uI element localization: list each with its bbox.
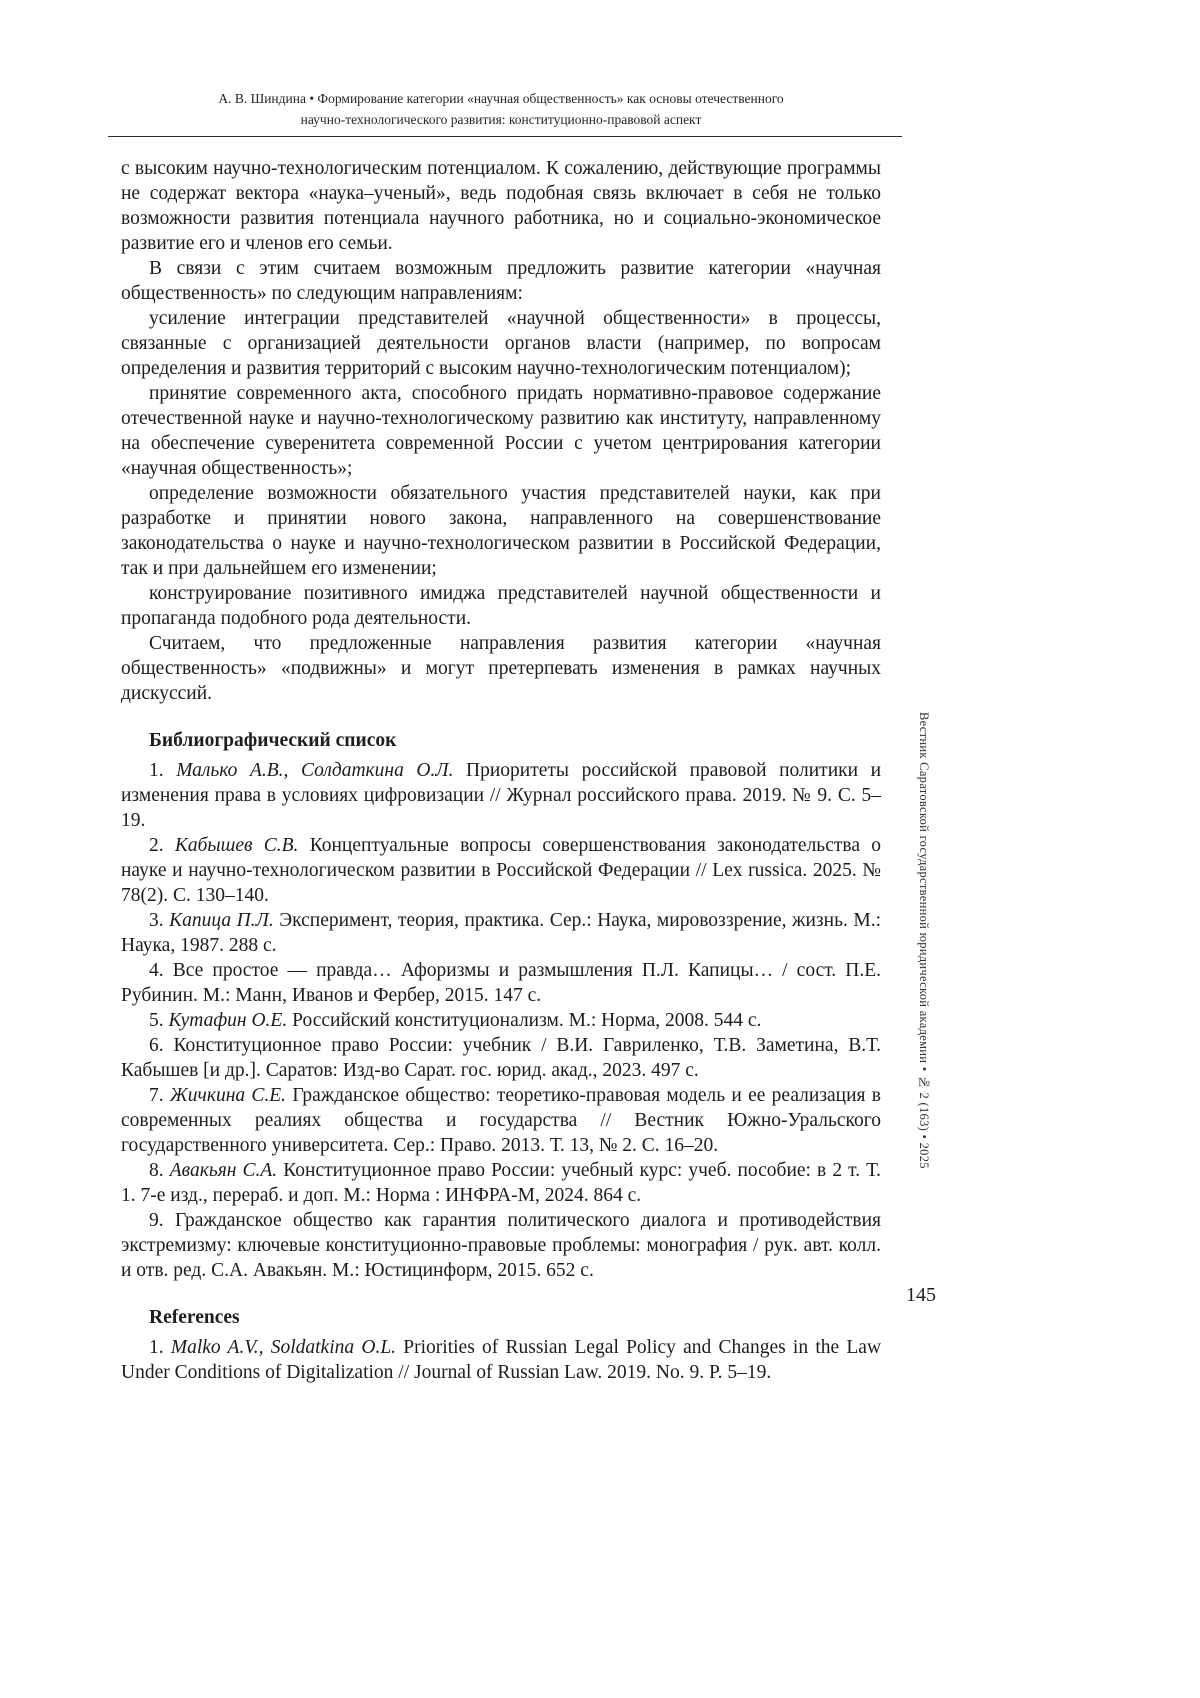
- item-author: Кабышев С.В.: [174, 835, 299, 856]
- item-text: Концептуальные вопросы совершенствования законодательства о науке и научно-технологическом развитии в Российской Федерации // Lex russica. 2025. № 78(2). С. 130–140.: [121, 835, 882, 906]
- item-number: 8.: [149, 1160, 164, 1181]
- bibliography-item: [121, 1083, 881, 1158]
- item-text: Конституционное право России: учебный курс: учеб. пособие: в 2 т. Т. 1. 7-е изд., перераб. и доп. М.: Норма : ИНФРА-М, 2024. 864 с.: [121, 1160, 881, 1206]
- page-number: 145: [906, 1284, 936, 1306]
- item-author: Авакьян С.А.: [169, 1160, 278, 1181]
- body-paragraph: В связи с этим считаем возможным предложить развитие категории «научная общественность» по следующим направлениям:: [121, 258, 881, 304]
- bibliography-item: [121, 1208, 881, 1283]
- item-number: 5.: [149, 1010, 164, 1031]
- item-text: Эксперимент, теория, практика. Сер.: Наука, мировоззрение, жизнь. М.: Наука, 1987. 288 с.: [121, 910, 882, 956]
- references-heading: References: [149, 1307, 240, 1328]
- journal-spine-note: Вестник Саратовской государственной юридической академии • № 2 (163) • 2025: [917, 712, 931, 1169]
- reference-item: [121, 1335, 881, 1385]
- bibliography-item: [121, 908, 881, 958]
- bibliography-item: [121, 1158, 881, 1208]
- item-number: 2.: [149, 835, 164, 856]
- running-head: [121, 88, 881, 130]
- bibliography-heading: Библиографический список: [149, 730, 397, 751]
- bibliography-item: [121, 833, 881, 908]
- item-text: Priorities of Russian Legal Policy and Changes in the Law Under Conditions of Digitalization // Journal of Russian Law. 2019. No. 9. P. 5–19.: [121, 1337, 882, 1383]
- item-author: Жичкина С.Е.: [169, 1085, 287, 1106]
- body-paragraph: принятие современного акта, способного придать нормативно-правовое содержание отечественной науке и научно-технологическому развитию как институту, направленному на обеспечение суверенитета современной России с учетом центрирования категории «научная общественность»;: [121, 383, 881, 479]
- item-text: Гражданское общество как гарантия политического диалога и противодействия экстремизму: ключевые конституционно-правовые проблемы: монография / рук. авт. колл. и отв. ред. С.А. Авакьян. М.: Юстицинформ, 2015. 652 с.: [121, 1210, 881, 1281]
- item-number: 1.: [149, 1337, 164, 1358]
- text-column: [121, 156, 881, 1385]
- running-head-line1: А. В. Шиндина • Формирование категории «научная общественность» как основы отечественного: [218, 91, 784, 106]
- item-text: Приоритеты российской правовой политики и изменения права в условиях цифровизации // Журнал российского права. 2019. № 9. С. 5–19.: [121, 760, 882, 831]
- item-number: 6.: [149, 1035, 164, 1056]
- body-paragraph: конструирование позитивного имиджа представителей научной общественности и пропаганда подобного рода деятельности.: [121, 583, 881, 629]
- item-text: Гражданское общество: теоретико-правовая модель и ее реализация в современных реалиях общества и государства // Вестник Южно-Уральского государственного университета. Сер.: Право. 2013. Т. 13, № 2. С. 16–20.: [121, 1085, 882, 1156]
- item-author: Malko A.V., Soldatkina O.L.: [170, 1337, 397, 1358]
- item-text: Конституционное право России: учебник / В.И. Гавриленко, Т.В. Заметина, В.Т. Кабышев [и др.]. Саратов: Изд-во Сарат. гос. юрид. акад., 2023. 497 с.: [121, 1035, 881, 1081]
- body-paragraph: с высоким научно-технологическим потенциалом. К сожалению, действующие программы не содержат вектора «наука–ученый», ведь подобная связь включает в себя не только возможности развития потенциала научного работника, но и социально-экономическое развитие его и членов его семьи.: [121, 158, 881, 254]
- bibliography-item: [121, 758, 881, 833]
- item-author: Кутафин О.Е.: [168, 1010, 288, 1031]
- item-number: 9.: [149, 1210, 164, 1231]
- body-paragraph: определение возможности обязательного участия представителей науки, как при разработке и принятии нового закона, направленного на совершенствование законодательства о науке и научно-технологическом развитии в Российской Федерации, так и при дальнейшем его изменении;: [121, 483, 881, 579]
- running-head-line2: научно-технологического развития: конституционно-правовой аспект: [300, 112, 702, 127]
- item-text: Все простое — правда… Афоризмы и размышления П.Л. Капицы… / сост. П.Е. Рубинин. М.: Манн, Иванов и Фербер, 2015. 147 с.: [121, 960, 882, 1006]
- item-number: 4.: [149, 960, 164, 981]
- item-author: Капица П.Л.: [169, 910, 274, 931]
- bibliography-item: [121, 1008, 881, 1033]
- bibliography-item: [121, 1033, 881, 1083]
- item-number: 3.: [149, 910, 164, 931]
- item-author: Малько А.В., Солдаткина О.Л.: [176, 760, 454, 781]
- item-number: 7.: [149, 1085, 164, 1106]
- body-paragraph: Считаем, что предложенные направления развития категории «научная общественность» «подвижны» и могут претерпевать изменения в рамках научных дискуссий.: [121, 633, 881, 704]
- body-paragraph: усиление интеграции представителей «научной общественности» в процессы, связанные с организацией деятельности органов власти (например, по вопросам определения и развития территорий с высоким научно-технологическим потенциалом);: [121, 308, 881, 379]
- item-number: 1.: [149, 760, 164, 781]
- item-text: Российский конституционализм. М.: Норма, 2008. 544 с.: [292, 1010, 762, 1031]
- header-rule: [108, 136, 902, 137]
- bibliography-item: [121, 958, 881, 1008]
